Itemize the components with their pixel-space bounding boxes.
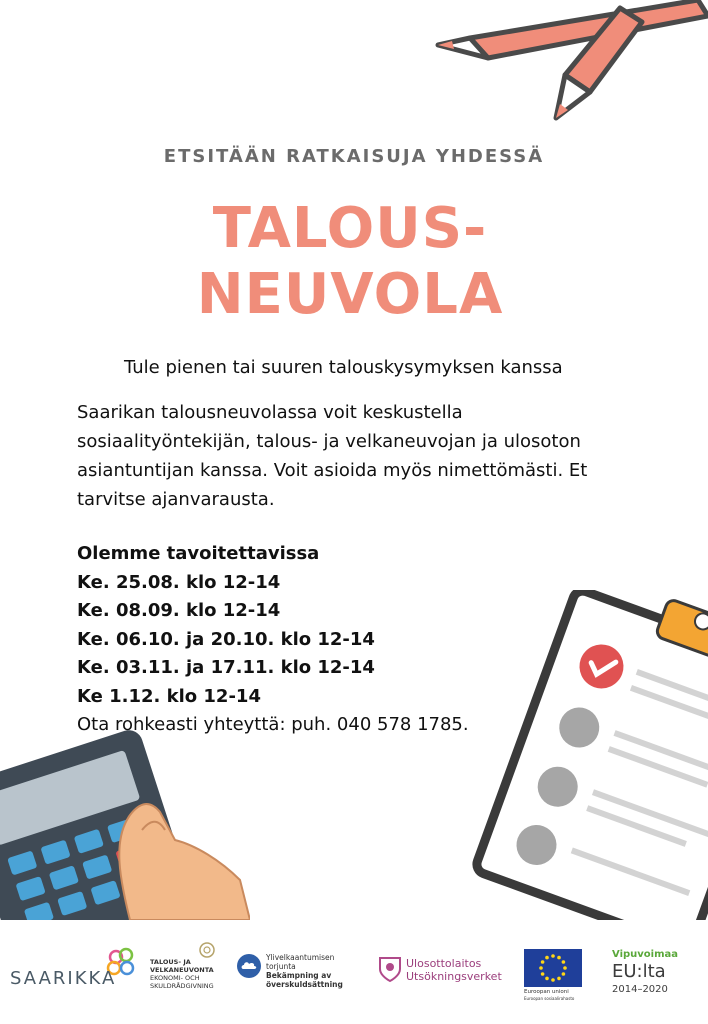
ylivelkaantuminen-logo (236, 953, 366, 1003)
schedule-heading: Olemme tavoitettavissa (77, 543, 320, 564)
talous-line-1: TALOUS- JA (150, 958, 191, 966)
schedule-date: Ke. 25.08. klo 12-14 (77, 571, 281, 593)
saarikka-logo (0, 935, 145, 1005)
calculator-illustration (0, 720, 250, 920)
schedule-date: Ke. 03.11. ja 17.11. klo 12-14 (77, 657, 375, 678)
schedule-date: Ke. 06.10. ja 20.10. klo 12-14 (77, 628, 375, 650)
yli-line-2: torjunta (266, 962, 296, 971)
pencils-illustration (430, 0, 708, 130)
vipu-line-2: EU:lta (612, 961, 666, 982)
ulos-line-2: Utsökningsverket (406, 970, 502, 983)
talous-velkaneuvonta-logo (150, 941, 230, 1001)
yli-line-4: överskuldsättning (266, 980, 343, 989)
coat-of-arms-icon (378, 955, 402, 983)
vipu-line-1: Vipuvoimaa (612, 949, 679, 960)
logo-bar (0, 935, 708, 1015)
eu-logo (524, 949, 594, 1009)
title-line-2: NEUVOLA (196, 262, 504, 327)
lead-text: Tule pienen tai suuren talouskysymyksen kanssa (124, 357, 563, 378)
talous-line-2: VELKANEUVONTA (150, 966, 214, 974)
emblem-icon (198, 941, 216, 959)
title-line-1: TALOUS- (212, 196, 488, 261)
vipuvoimaa-logo (612, 949, 702, 1009)
body-paragraph: Saarikan talousneuvolassa voit keskustella sosiaalityöntekijän, talous- ja velkaneuvojan ja ulosoton asiantuntijan kanssa. Voit asioida myös nimettömästi. Et tarvitse ajanvarausta. (77, 402, 588, 510)
saarikka-wordmark: SAARIKKA (10, 968, 117, 989)
talous-line-3: EKONOMI- OCH (150, 974, 200, 982)
eu-line-2: Euroopan sosiaalirahasto (524, 995, 575, 1001)
talous-line-4: SKULDRÅDGIVNING (150, 982, 214, 990)
vipu-line-3: 2014–2020 (612, 984, 668, 995)
eu-line-1: Euroopan unioni (524, 989, 569, 995)
contact-line: Ota rohkeasti yhteyttä: puh. 040 578 1785. (77, 714, 469, 735)
page-title (0, 196, 700, 328)
ulosottolaitos-logo (378, 953, 508, 993)
ulos-line-1: Ulosottolaitos (406, 957, 482, 970)
eu-flag-icon (524, 949, 582, 987)
schedule-date: Ke 1.12. klo 12-14 (77, 685, 261, 707)
subtitle: ETSITÄÄN RATKAISUJA YHDESSÄ (163, 146, 545, 167)
schedule-date: Ke. 08.09. klo 12-14 (77, 600, 281, 621)
cloud-icon (236, 953, 262, 979)
clipboard-illustration (460, 590, 708, 920)
yli-line-1: Ylivelkaantumisen (266, 953, 335, 962)
yli-line-3: Bekämpning av (266, 971, 332, 980)
